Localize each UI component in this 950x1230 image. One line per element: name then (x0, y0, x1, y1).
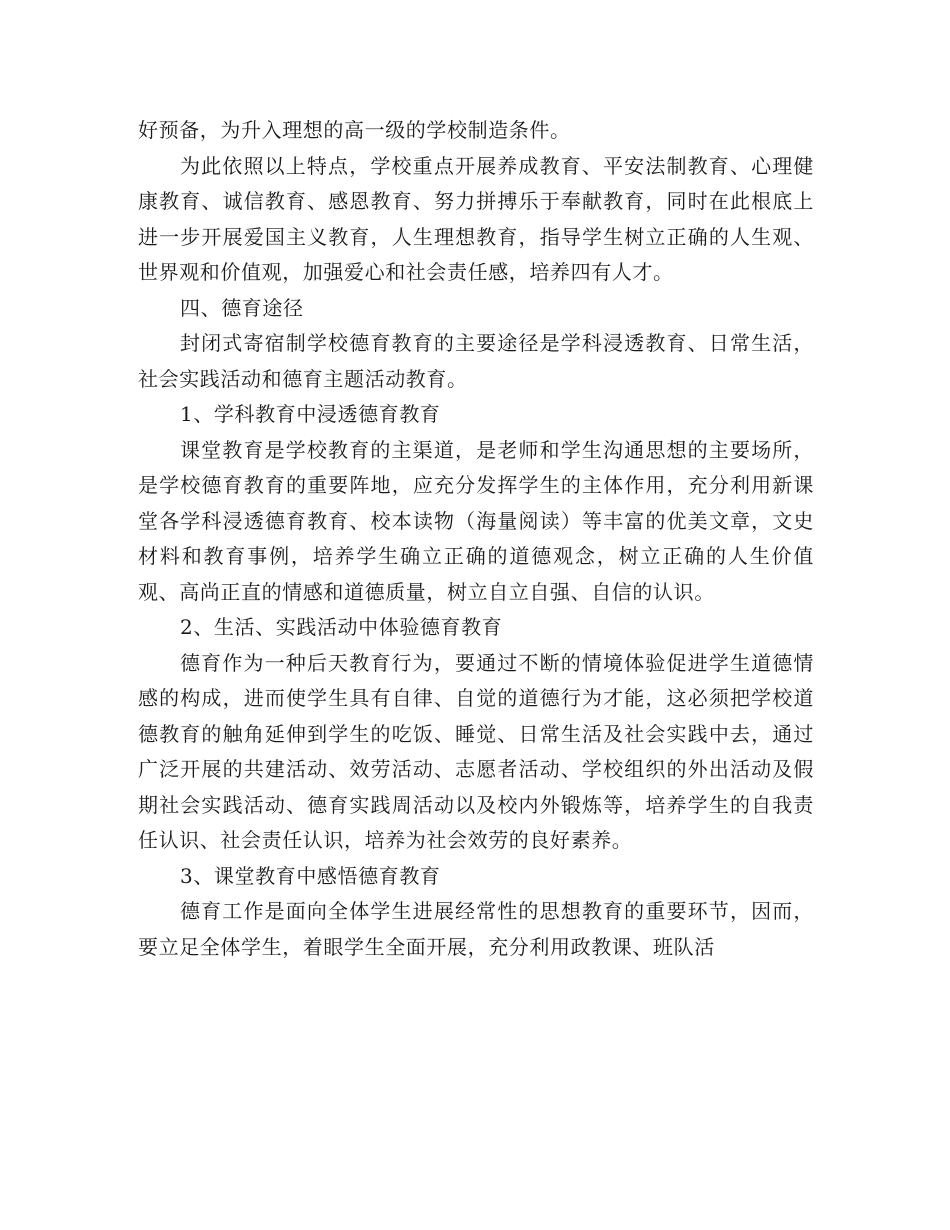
section-heading: 四、德育途径 (180, 295, 304, 320)
paragraph: 课堂教育是学校教育的主渠道，是老师和学生沟通思想的主要场所，是学校德育教育的重要阵地，应充分发挥学生的主体作用，充分利用新课堂各学科浸透德育教育、校本读物（海量阅读）等丰富的优美文章，文史材料和教育事例，培养学生确立正确的道德观念，树立正确的人生价值观、高尚正直的情感和道德质量，树立自立自强、自信的认识。 (138, 437, 814, 604)
subsection-heading: 1、学科教育中浸透德育教育 (180, 402, 441, 426)
subsection-heading: 3、课堂教育中感悟德育教育 (180, 863, 441, 888)
subsection-heading: 2、生活、实践活动中体验德育教育 (180, 615, 503, 639)
paragraph: 好预备，为升入理想的高一级的学校制造条件。 (138, 118, 571, 142)
paragraph: 德育工作是面向全体学生进展经常性的思想教育的重要环节，因而，要立足全体学生，着眼学生全面开展，充分利用政教课、班队活 (138, 899, 814, 959)
paragraph: 德育作为一种后天教育行为，要通过不断的情境体验促进学生道德情感的构成，进而使学生具有自律、自觉的道德行为才能，这必须把学校道德教育的触角延伸到学生的吃饭、睡觉、日常生活及社会实践中去，通过广泛开展的共建活动、效劳活动、志愿者活动、学校组织的外出活动及假期社会实践活动、德育实践周活动以及校内外锻炼等，培养学生的自我责任认识、社会责任认识，培养为社会效劳的良好素养。 (138, 650, 814, 852)
document-body (138, 113, 814, 965)
paragraph: 封闭式寄宿制学校德育教育的主要途径是学科浸透教育、日常生活，社会实践活动和德育主题活动教育。 (138, 331, 814, 391)
paragraph: 为此依照以上特点，学校重点开展养成教育、平安法制教育、心理健康教育、诚信教育、感恩教育、努力拼搏乐于奉献教育，同时在此根底上进一步开展爱国主义教育，人生理想教育，指导学生树立正确的人生观、世界观和价值观，加强爱心和社会责任感，培养四有人才。 (138, 153, 814, 284)
